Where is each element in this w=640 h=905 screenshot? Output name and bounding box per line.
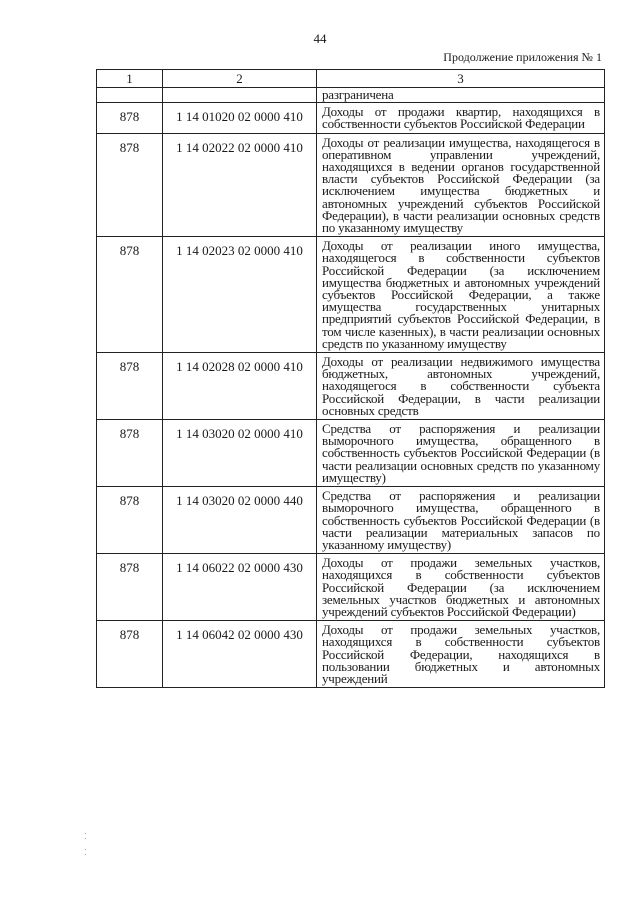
scan-mark: ⁚: [84, 848, 87, 857]
budget-code-cell: 1 14 03020 02 0000 410: [163, 420, 317, 487]
column-header: 3: [317, 70, 605, 88]
budget-code-cell: 1 14 02022 02 0000 410: [163, 133, 317, 237]
table-row: [97, 353, 605, 420]
description-cell: Средства от распоряжения и реализации выморочного имущества, обращенного в собственность субъектов Российской Федерации (в части реализации материальных запасов по указанному имуществу): [317, 487, 605, 554]
column-header: 2: [163, 70, 317, 88]
description-cell: Доходы от продажи квартир, находящихся в собственности субъектов Российской Федерации: [317, 103, 605, 133]
appendix-continuation-label: Продолжение приложения № 1: [443, 50, 602, 64]
budget-code-cell: [163, 88, 317, 103]
budget-code-cell: 1 14 06022 02 0000 430: [163, 554, 317, 621]
admin-code-cell: 878: [97, 420, 163, 487]
page-number: 44: [313, 31, 327, 46]
revenue-codes-table: [96, 69, 605, 688]
budget-code-cell: 1 14 06042 02 0000 430: [163, 621, 317, 688]
admin-code-cell: 878: [97, 237, 163, 353]
admin-code-cell: 878: [97, 353, 163, 420]
table-row: [97, 554, 605, 621]
admin-code-cell: 878: [97, 103, 163, 133]
description-cell: Доходы от продажи земельных участков, находящихся в собственности субъектов Российской Федерации, находящихся в пользовании бюджетных и автономных учреждений: [317, 621, 605, 688]
description-cell: Средства от распоряжения и реализации выморочного имущества, обращенного в собственность субъектов Российской Федерации (в части реализации основных средств по указанному имуществу): [317, 420, 605, 487]
description-cell: разграничена: [317, 88, 605, 103]
budget-code-cell: 1 14 01020 02 0000 410: [163, 103, 317, 133]
admin-code-cell: [97, 88, 163, 103]
description-cell: Доходы от реализации иного имущества, находящегося в собственности субъектов Российской Федерации (за исключением имущества бюджетных и автономных учреждений субъектов Российской Федерации, а также имущества государственных унитарных предприятий субъектов Российской Федерации, в том числе казенных), в части реализации основных средств по указанному имуществу: [317, 237, 605, 353]
description-cell: Доходы от продажи земельных участков, находящихся в собственности субъектов Российской Федерации (за исключением земельных участков бюджетных и автономных учреждений субъектов Российской Федерации): [317, 554, 605, 621]
column-header: 1: [97, 70, 163, 88]
admin-code-cell: 878: [97, 133, 163, 237]
budget-code-cell: 1 14 03020 02 0000 440: [163, 487, 317, 554]
admin-code-cell: 878: [97, 621, 163, 688]
budget-code-cell: 1 14 02028 02 0000 410: [163, 353, 317, 420]
table-row: [97, 237, 605, 353]
description-cell: Доходы от реализации имущества, находящегося в оперативном управлении учреждений, находящихся в ведении органов государственной власти субъектов Российской Федерации (за исключением имущества бюджетных и автономных учреждений субъектов Российской Федерации), в части реализации основных средств по указанному имуществу: [317, 133, 605, 237]
table-row: [97, 88, 605, 103]
admin-code-cell: 878: [97, 554, 163, 621]
budget-code-cell: 1 14 02023 02 0000 410: [163, 237, 317, 353]
table-row: [97, 133, 605, 237]
scan-mark: ⁚: [84, 832, 87, 841]
admin-code-cell: 878: [97, 487, 163, 554]
table-row: [97, 103, 605, 133]
table-header-row: [97, 70, 605, 88]
table-row: [97, 420, 605, 487]
table-row: [97, 621, 605, 688]
description-cell: Доходы от реализации недвижимого имущества бюджетных, автономных учреждений, находящегося в собственности субъекта Российской Федерации, в части реализации основных средств: [317, 353, 605, 420]
table-row: [97, 487, 605, 554]
